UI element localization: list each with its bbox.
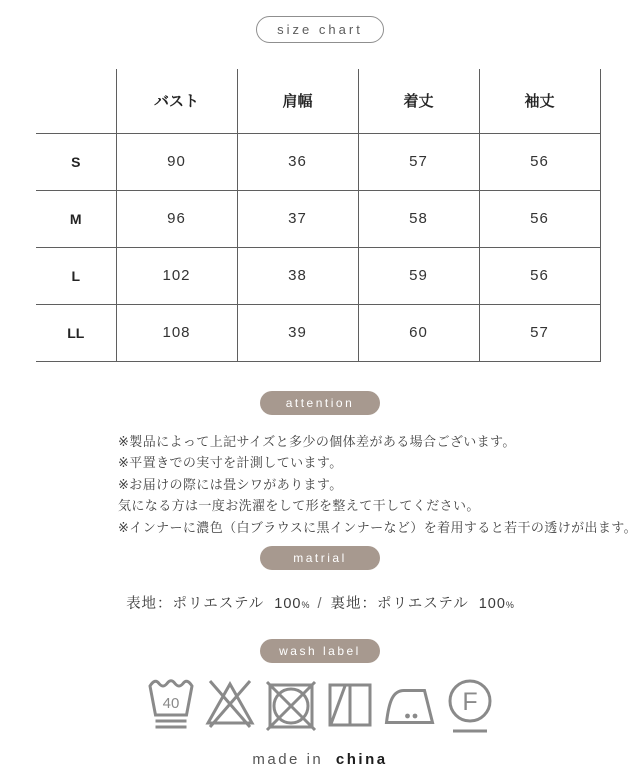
- size-table: [36, 69, 601, 362]
- attention-notes: [118, 431, 640, 539]
- attention-badge: [260, 391, 380, 415]
- column-header-length: 着丈: [358, 69, 479, 133]
- iron-medium-icon: [383, 677, 437, 737]
- table-row-l: [36, 247, 600, 304]
- value-cell: 56: [479, 247, 600, 304]
- wash-label-badge-label: wash label: [279, 644, 361, 658]
- outer-fabric-value: 100: [274, 596, 302, 612]
- svg-text:40: 40: [162, 695, 179, 712]
- value-cell: 108: [116, 304, 237, 361]
- wash-label-badge: [260, 639, 380, 663]
- wash-care-icons: [0, 677, 640, 737]
- note-line: ※インナーに濃色（白ブラウスに黒インナーなど）を着用すると若干の透けが出ます。: [118, 519, 638, 535]
- wash-40-gentle-icon: [147, 677, 195, 737]
- note-line: 気になる方は一度お洗濯をして形を整えて干してください。: [118, 498, 480, 513]
- dry-clean-f-icon: [446, 677, 494, 737]
- value-cell: 36: [237, 133, 358, 190]
- value-cell: 56: [479, 190, 600, 247]
- value-cell: 39: [237, 304, 358, 361]
- value-cell: 37: [237, 190, 358, 247]
- svg-text:F: F: [461, 688, 478, 716]
- size-label-l: L: [36, 247, 116, 304]
- value-cell: 58: [358, 190, 479, 247]
- value-cell: 57: [358, 133, 479, 190]
- size-chart-title-pill: [256, 16, 384, 43]
- size-label-ll: LL: [36, 304, 116, 361]
- note-line: ※平置きでの実寸を計測しています。: [118, 455, 343, 470]
- value-cell: 57: [479, 304, 600, 361]
- size-label-s: S: [36, 133, 116, 190]
- table-row-ll: [36, 304, 600, 361]
- table-corner-cell: [36, 69, 116, 133]
- value-cell: 90: [116, 133, 237, 190]
- do-not-bleach-icon: [204, 677, 256, 737]
- column-header-bust: バスト: [116, 69, 237, 133]
- do-not-tumble-dry-icon: [265, 677, 317, 737]
- note-line: ※製品によって上記サイズと多少の個体差がある場合ございます。: [118, 433, 516, 449]
- value-cell: 96: [116, 190, 237, 247]
- lining-fabric-label: 裏地：ポリエステル: [330, 596, 469, 612]
- column-header-sleeve: 袖丈: [479, 69, 600, 133]
- material-badge: [260, 546, 380, 570]
- made-in-country: china: [335, 751, 388, 768]
- value-cell: 102: [116, 247, 237, 304]
- table-header-row: [36, 69, 600, 133]
- attention-badge-label: attention: [285, 395, 355, 410]
- line-dry-in-shade-icon: [326, 677, 374, 737]
- value-cell: 60: [358, 304, 479, 361]
- table-row-m: [36, 190, 600, 247]
- material-badge-label: matrial: [293, 551, 347, 565]
- made-in-prefix: made in: [252, 751, 324, 768]
- lining-fabric-unit: %: [505, 600, 514, 610]
- size-chart-title: size chart: [277, 22, 363, 37]
- outer-fabric-unit: %: [301, 600, 310, 610]
- value-cell: 38: [237, 247, 358, 304]
- outer-fabric-label: 表地：ポリエステル: [126, 596, 265, 612]
- column-header-shoulder: 肩幅: [237, 69, 358, 133]
- lining-fabric-value: 100: [478, 596, 506, 612]
- note-line: ※お届けの際には畳シワがあります。: [118, 476, 343, 492]
- made-in-line: [0, 751, 640, 768]
- size-label-m: M: [36, 190, 116, 247]
- material-composition: [0, 592, 640, 613]
- value-cell: 56: [479, 133, 600, 190]
- material-separator: /: [317, 596, 323, 612]
- table-row-s: [36, 133, 600, 190]
- value-cell: 59: [358, 247, 479, 304]
